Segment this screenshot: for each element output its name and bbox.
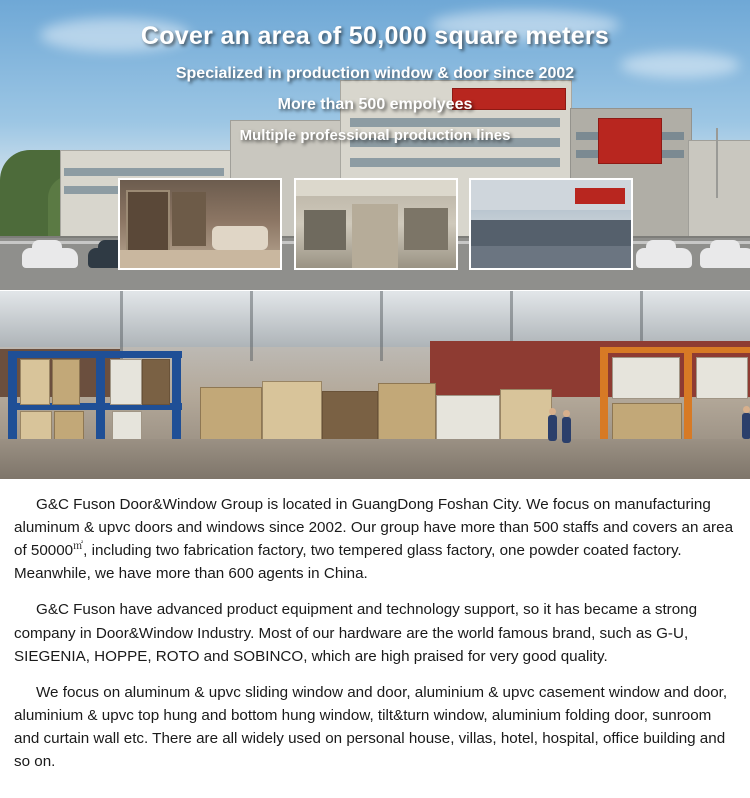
stored-panel <box>52 359 80 405</box>
building-window <box>350 158 560 167</box>
company-description <box>0 479 750 773</box>
parked-car <box>700 248 750 268</box>
square-meter-unit: ㎡ <box>73 541 84 553</box>
parked-car <box>22 248 78 268</box>
stored-panel <box>142 359 170 405</box>
stored-panel <box>20 359 50 405</box>
building-window <box>64 168 224 176</box>
factory-roof-beam <box>296 180 456 196</box>
worker-figure <box>742 413 750 439</box>
showroom-sofa <box>212 226 268 250</box>
paragraph-1-part-a: G&C Fuson Door&Window Group is located in GuangDong Foshan City. We focus on manufacturing aluminum & upvc doors and windows since 2002. Our group have more than 500 staffs and covers an area of 50000 <box>14 496 734 560</box>
paragraph-1 <box>14 493 736 585</box>
hero-headline: Cover an area of 50,000 square meters <box>140 22 610 50</box>
production-line-thumbnail <box>294 178 458 270</box>
showroom-floor <box>120 250 280 268</box>
staff-row <box>471 246 631 268</box>
parked-car <box>636 248 692 268</box>
hero-banner <box>0 0 750 290</box>
warehouse-roof <box>0 291 750 347</box>
showroom-display-window <box>172 192 206 246</box>
stored-panel <box>696 357 748 399</box>
hero-text-block <box>0 22 750 144</box>
warehouse-floor <box>0 439 750 479</box>
worker-figure <box>548 415 557 441</box>
worker-figure <box>562 417 571 443</box>
storage-rack <box>8 351 182 358</box>
stored-panel <box>110 359 142 405</box>
stored-panel <box>612 357 680 399</box>
factory-building <box>688 140 750 250</box>
hero-subline-2: More than 500 empolyees <box>277 96 473 113</box>
paragraph-3: We focus on aluminum & upvc sliding window and door, aluminium & upvc casement window and door, aluminium & upvc top hung and bottom hung window, tilt&turn window, aluminium folding door, sunroom and curtain wall etc. There are all widely used on personal house, villas, hotel, hospital, office building and so on. <box>14 683 728 770</box>
hero-subline-1: Specialized in production window & door since 2002 <box>175 65 575 82</box>
staff-row <box>471 220 631 246</box>
hero-subline-3: Multiple professional production lines <box>239 127 511 144</box>
staff-lineup-thumbnail <box>469 178 633 270</box>
factory-aisle <box>352 204 398 268</box>
showroom-thumbnail <box>118 178 282 270</box>
warehouse-photo <box>0 290 750 479</box>
roof-beam <box>250 291 253 361</box>
roof-beam <box>380 291 383 361</box>
showroom-display-window <box>126 190 170 252</box>
hero-thumbnail-row <box>118 178 633 270</box>
storage-rack <box>600 347 750 353</box>
paragraph-2: G&C Fuson have advanced product equipment and technology support, so it has became a strong company in Door&Window Industry. Most of our hardware are the world famous brand, such as G-U, SIEGENIA, HOPPE, ROTO and SOBINCO, which are high praised for very good quality. <box>14 601 698 665</box>
paragraph-1-part-b: , including two fabrication factory, two tempered glass factory, one powder coated factory. Meanwhile, we have more than 600 agents in China. <box>14 542 682 583</box>
production-machine <box>304 210 346 250</box>
production-machine <box>404 208 448 250</box>
red-banner <box>575 188 625 204</box>
